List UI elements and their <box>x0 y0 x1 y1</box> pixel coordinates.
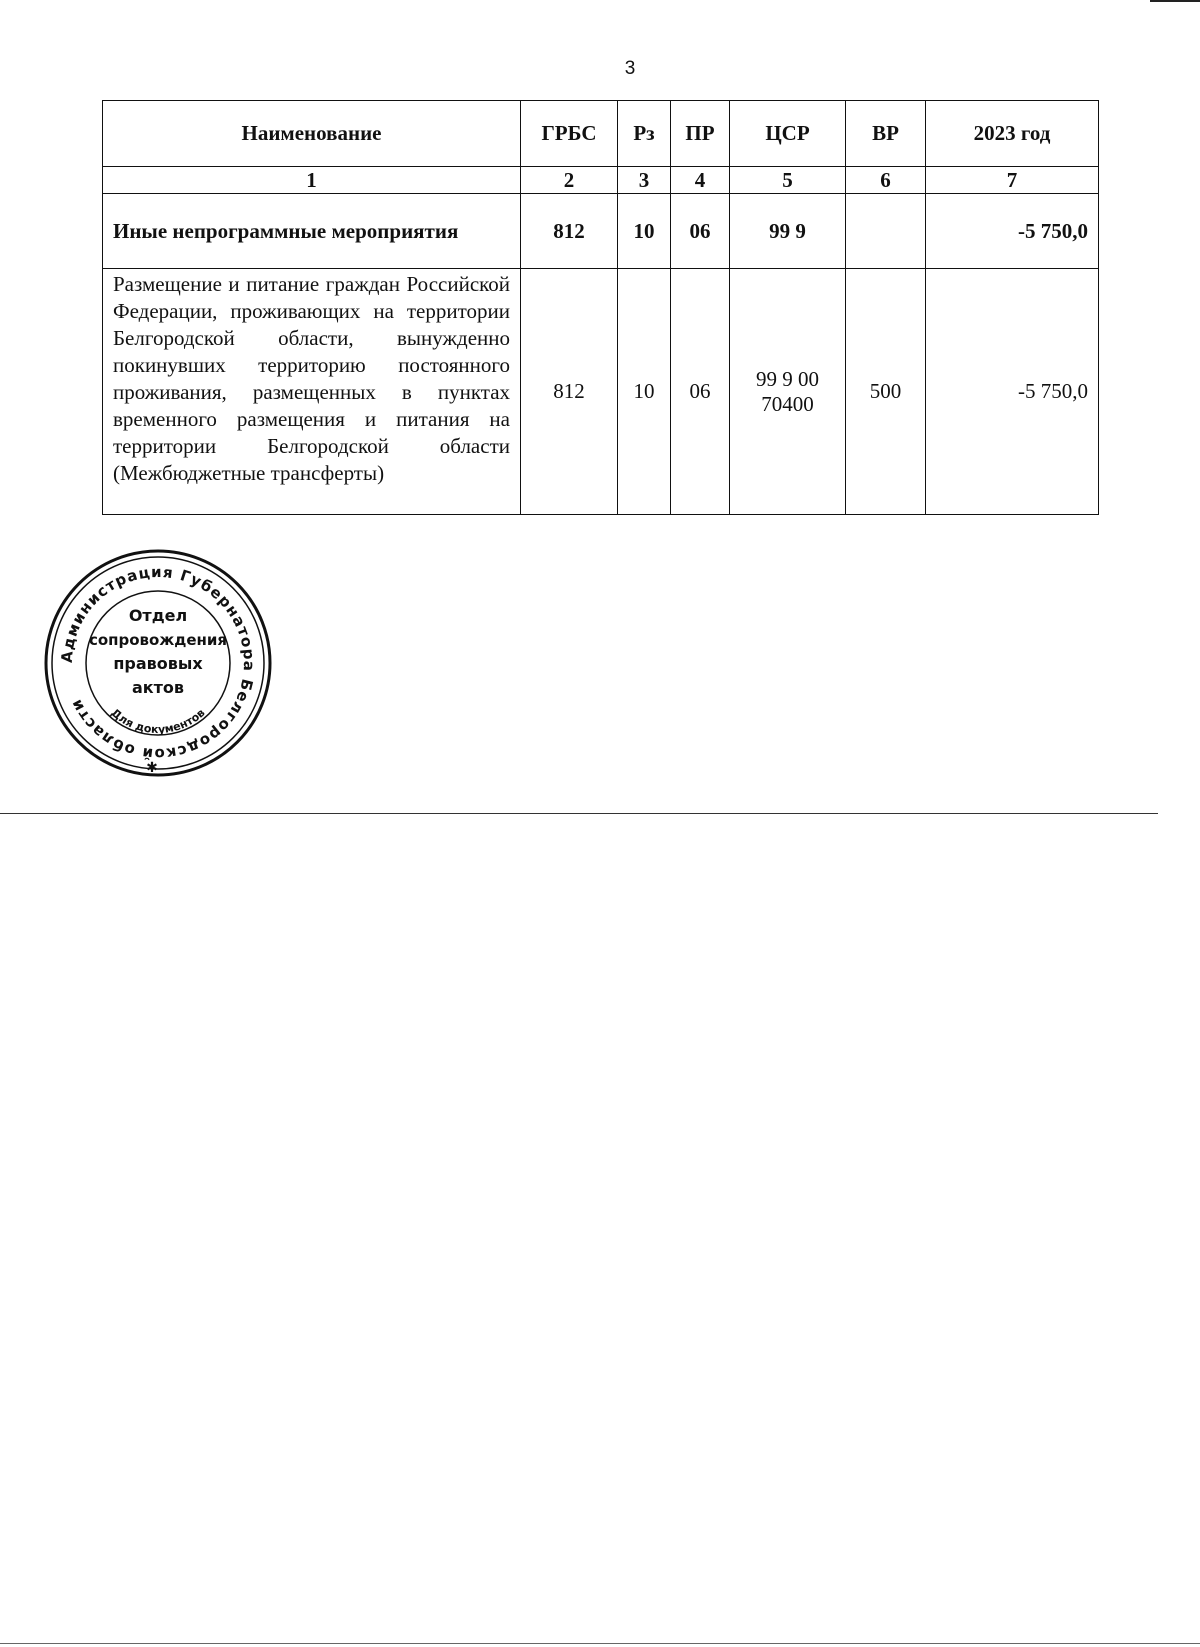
stamp-center-line: сопровождения <box>88 631 228 649</box>
stamp-ring-text: Администрация Губернатора Белгородской области <box>57 562 259 764</box>
column-number: 1 <box>103 167 521 194</box>
column-number: 4 <box>671 167 730 194</box>
row-name-line: вынужденно покинувших территорию <box>113 326 510 377</box>
header-year: 2023 год <box>926 101 1099 167</box>
row-pr: 06 <box>671 194 730 269</box>
official-stamp <box>42 547 274 779</box>
row-csr <box>730 269 846 515</box>
row-csr-line: 70400 <box>761 391 814 416</box>
row-name-line: размещения и питания на территории <box>113 407 510 458</box>
row-name-line: постоянного проживания, <box>113 353 510 404</box>
stamp-center-line: правовых <box>113 654 203 673</box>
header-csr: ЦСР <box>730 101 846 167</box>
row-name-line: Российской Федерации, проживающих <box>113 272 511 323</box>
header-rz: Рз <box>618 101 671 167</box>
header-grbs: ГРБС <box>521 101 618 167</box>
stamp-center-line: Отдел <box>128 606 188 625</box>
row-name: Иные непрограммные мероприятия <box>103 194 521 269</box>
column-number: 2 <box>521 167 618 194</box>
row-pr: 06 <box>671 269 730 515</box>
row-vr <box>846 194 926 269</box>
row-name-line: Белгородской области <box>267 434 510 458</box>
budget-table <box>102 100 1099 515</box>
header-name: Наименование <box>103 101 521 167</box>
stamp-inner-arc: Для документов <box>108 706 208 737</box>
column-number: 5 <box>730 167 846 194</box>
bottom-edge-line <box>0 1643 1200 1644</box>
header-vr: ВР <box>846 101 926 167</box>
table-row <box>103 194 1099 269</box>
row-vr: 500 <box>846 269 926 515</box>
row-csr-line: 99 9 00 <box>756 366 819 391</box>
top-edge-line <box>1150 0 1200 2</box>
row-csr: 99 9 <box>730 194 846 269</box>
table-row <box>103 269 1099 515</box>
column-number: 3 <box>618 167 671 194</box>
page-number: 3 <box>624 58 636 79</box>
horizontal-divider <box>0 813 1158 814</box>
row-name-line: размещенных в пунктах временного <box>113 380 511 431</box>
row-amount: -5 750,0 <box>926 194 1099 269</box>
row-grbs: 812 <box>521 269 618 515</box>
column-number-row <box>103 167 1099 194</box>
stamp-center-line: актов <box>131 678 185 697</box>
table-header-row <box>103 101 1099 167</box>
column-number: 7 <box>926 167 1099 194</box>
row-rz: 10 <box>618 194 671 269</box>
header-pr: ПР <box>671 101 730 167</box>
column-number: 6 <box>846 167 926 194</box>
stamp-star-icon: ✱ <box>146 760 158 776</box>
row-name-line: Размещение и питание граждан <box>113 272 400 296</box>
row-name-line: (Межбюджетные трансферты) <box>113 461 385 485</box>
row-name <box>103 269 521 515</box>
row-name-line: на территории Белгородской области, <box>113 299 510 350</box>
row-grbs: 812 <box>521 194 618 269</box>
row-rz: 10 <box>618 269 671 515</box>
row-amount: -5 750,0 <box>926 269 1099 515</box>
